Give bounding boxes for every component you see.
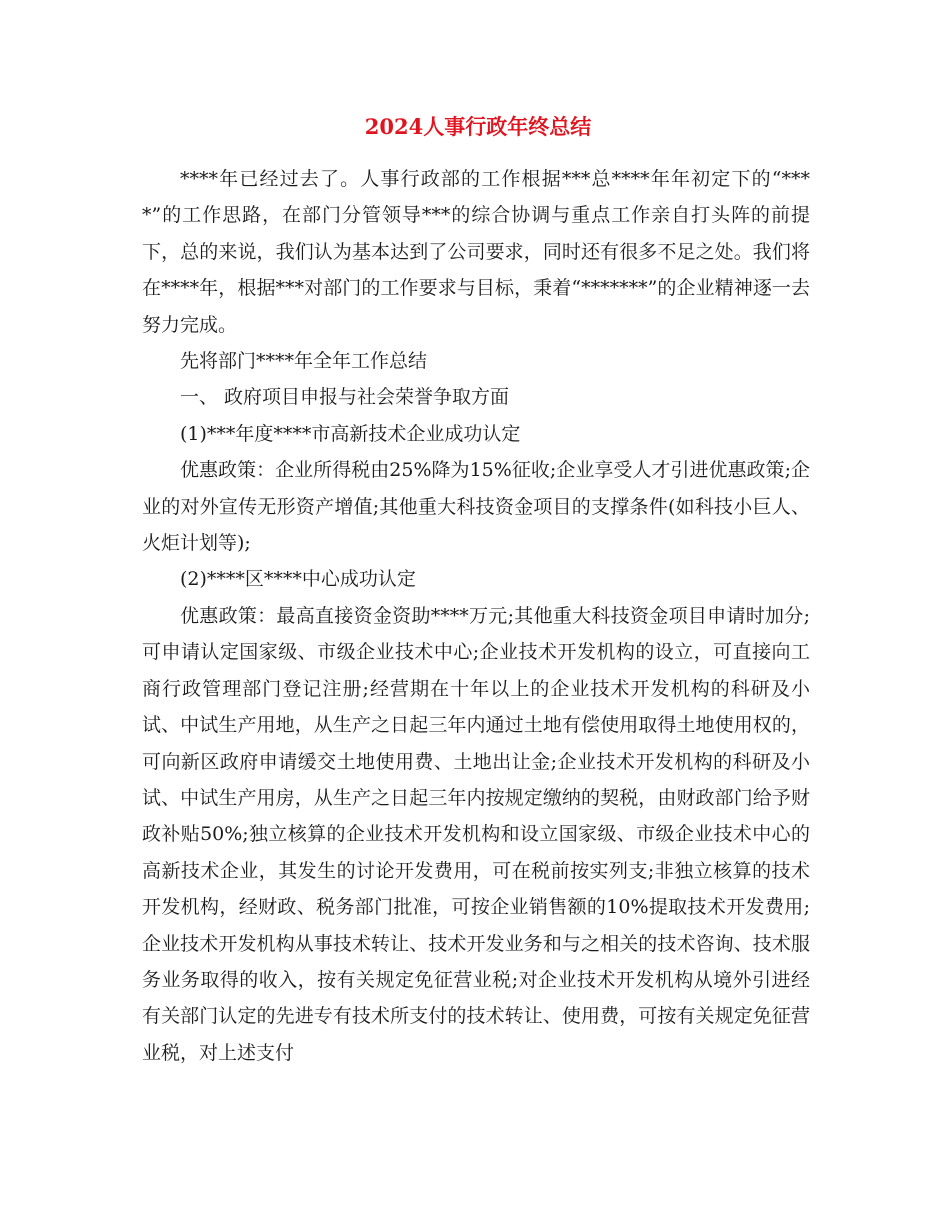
document-body [142,112,810,1071]
item-policy-paragraph-1: 优惠政策：企业所得税由25%降为15%征收;企业享受人才引进优惠政策;企业的对外宣传无形资产增值;其他重大科技资金项目的支撑条件(如科技小巨人、火炬计划等); [142,459,810,555]
item-policy-paragraph-2: 优惠政策：最高直接资金资助****万元;其他重大科技资金项目申请时加分;可申请认定国家级、市级企业技术中心;企业技术开发机构的设立，可直接向工商行政管理部门登记注册;经营期在十年以上的企业技术开发机构的科研及小试、中试生产用地，从生产之日起三年内通过土地有偿使用取得土地使用权的，可向新区政府申请缓交土地使用费、土地出让金;企业技术开发机构的科研及小试、中试生产用房，从生产之日起三年内按规定缴纳的契税，由财政部门给予财政补贴50%;独立核算的企业技术开发机构和设立国家级、市级企业技术中心的高新技术企业，其发生的讨论开发费用，可在税前按实列支;非独立核算的技术开发机构，经财政、税务部门批准，可按企业销售额的10%提取技术开发费用;企业技术开发机构从事技术转让、技术开发业务和与之相关的技术咨询、技术服务业务取得的收入，按有关规定免征营业税;对企业技术开发机构从境外引进经有关部门认定的先进专有技术所支付的技术转让、使用费，可按有关规定免征营业税，对上述支付 [142,604,810,1064]
section-heading: 一、 政府项目申报与社会荣誉争取方面 [180,386,510,409]
summary-lead-paragraph: 先将部门****年全年工作总结 [180,350,428,373]
item-heading-1: (1)***年度****市高新技术企业成功认定 [180,422,521,445]
intro-paragraph: ****年已经过去了。人事行政部的工作根据***总****年年初定下的“****”的工作思路，在部门分管领导***的综合协调与重点工作亲自打头阵的前提下，总的来说，我们认为基本达到了公司要求，同时还有很多不足之处。我们将在****年，根据***对部门的工作要求与目标，秉着“*******”的企业精神逐一去努力完成。 [142,168,810,336]
document-title: 2024人事行政年终总结 [364,114,592,139]
item-heading-2: (2)****区****中心成功认定 [180,568,416,591]
